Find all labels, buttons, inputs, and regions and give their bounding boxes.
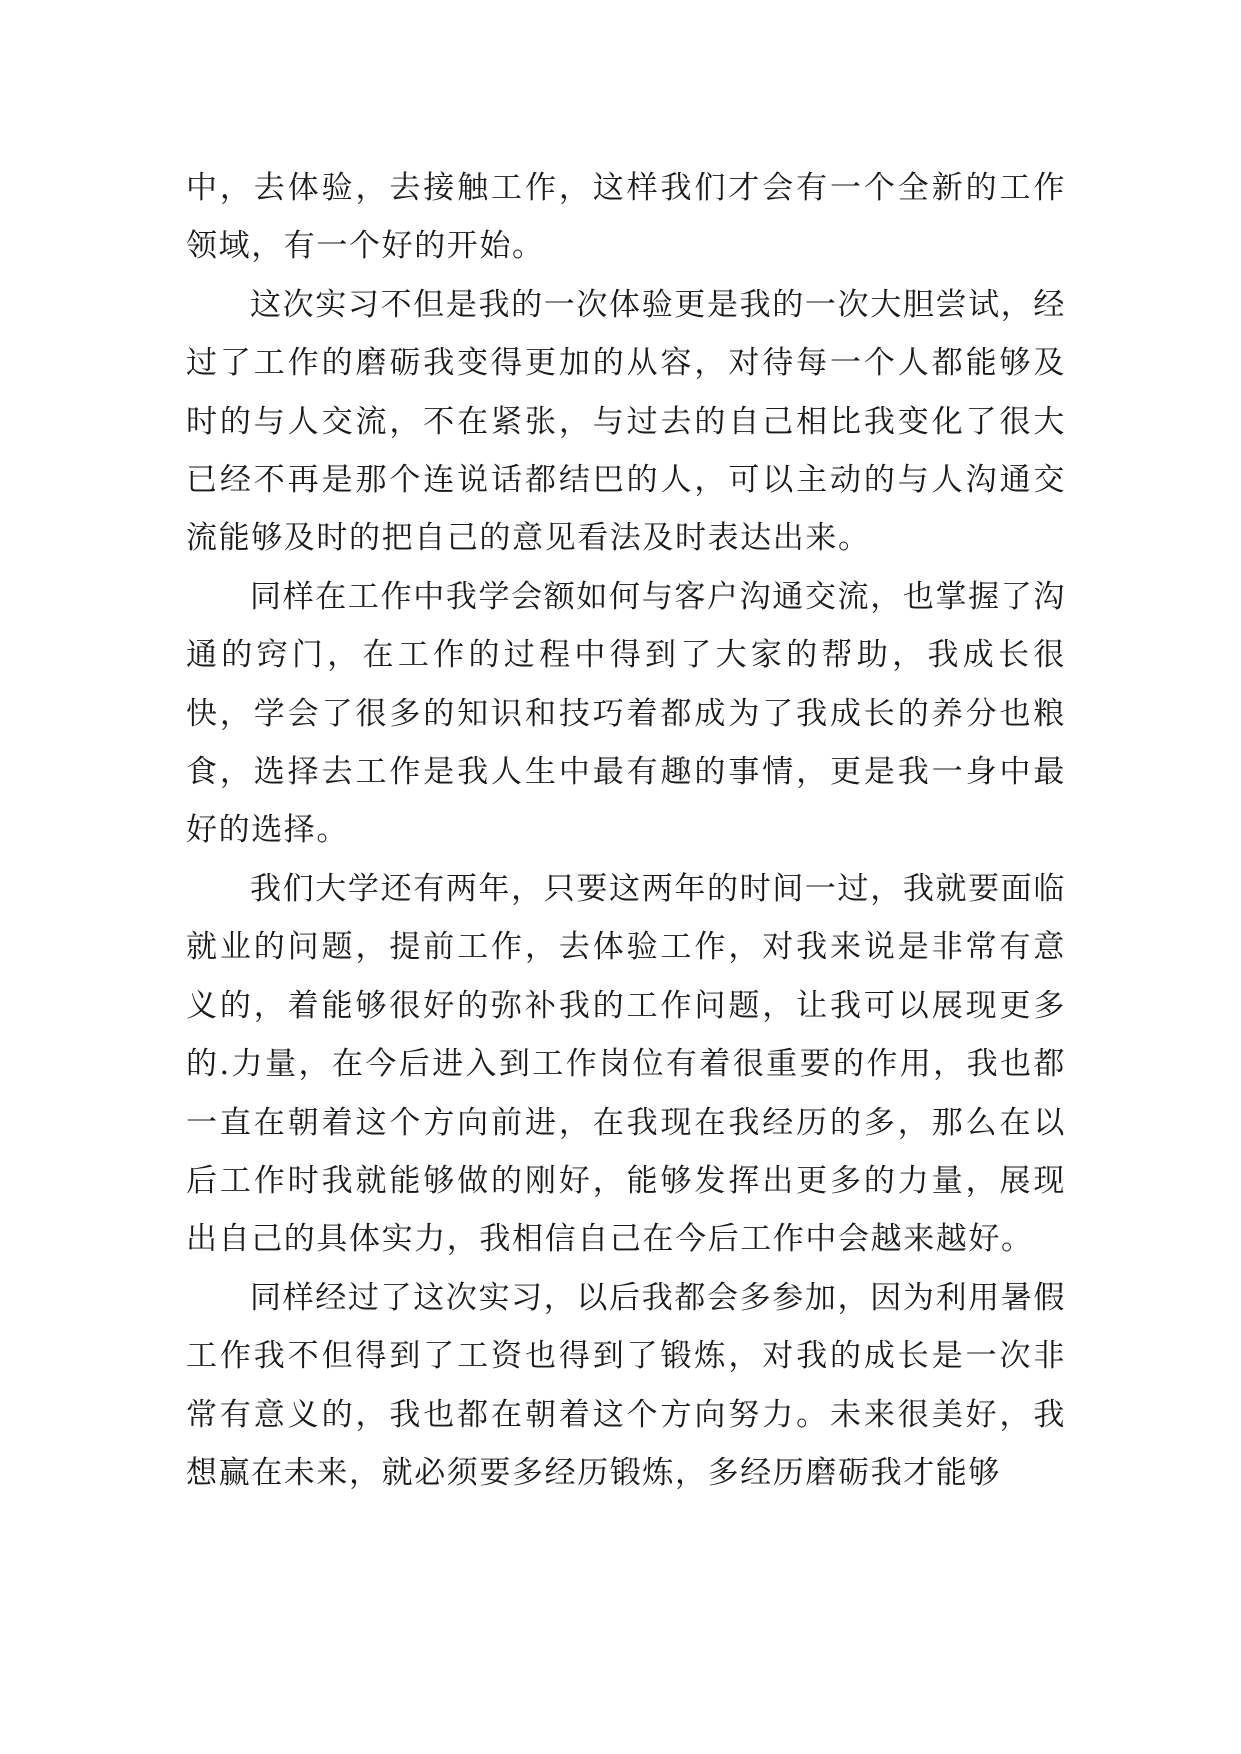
paragraph: 同样在工作中我学会额如何与客户沟通交流，也掌握了沟通的窍门，在工作的过程中得到了大家的帮助，我成长很快，学会了很多的知识和技巧着都成为了我成长的养分也粮食，选择去工作是我人生中最有趣的事情，更是我一身中最好的选择。 <box>186 578 1066 849</box>
paragraph: 这次实习不但是我的一次体验更是我的一次大胆尝试，经过了工作的磨砺我变得更加的从容，对待每一个人都能够及时的与人交流，不在紧张，与过去的自己相比我变化了很大已经不再是那个连说话都结巴的人，可以主动的与人沟通交流能够及时的把自己的意见看法及时表达出来。 <box>186 286 1066 557</box>
document-body <box>186 159 1066 1502</box>
paragraph: 我们大学还有两年，只要这两年的时间一过，我就要面临就业的问题，提前工作，去体验工作，对我来说是非常有意义的，着能够很好的弥补我的工作问题，让我可以展现更多的.力量，在今后进入到工作岗位有着很重要的作用，我也都一直在朝着这个方向前进，在我现在我经历的多，那么在以后工作时我就能够做的刚好，能够发挥出更多的力量，展现出自己的具体实力，我相信自己在今后工作中会越来越好。 <box>186 870 1066 1258</box>
paragraph: 同样经过了这次实习，以后我都会多参加，因为利用暑假工作我不但得到了工资也得到了锻炼，对我的成长是一次非常有意义的，我也都在朝着这个方向努力。未来很美好，我想赢在未来，就必须要多经历锻炼，多经历磨砺我才能够 <box>186 1279 1066 1491</box>
paragraph-continued: 中，去体验，去接触工作，这样我们才会有一个全新的工作领域，有一个好的开始。 <box>186 170 1066 265</box>
